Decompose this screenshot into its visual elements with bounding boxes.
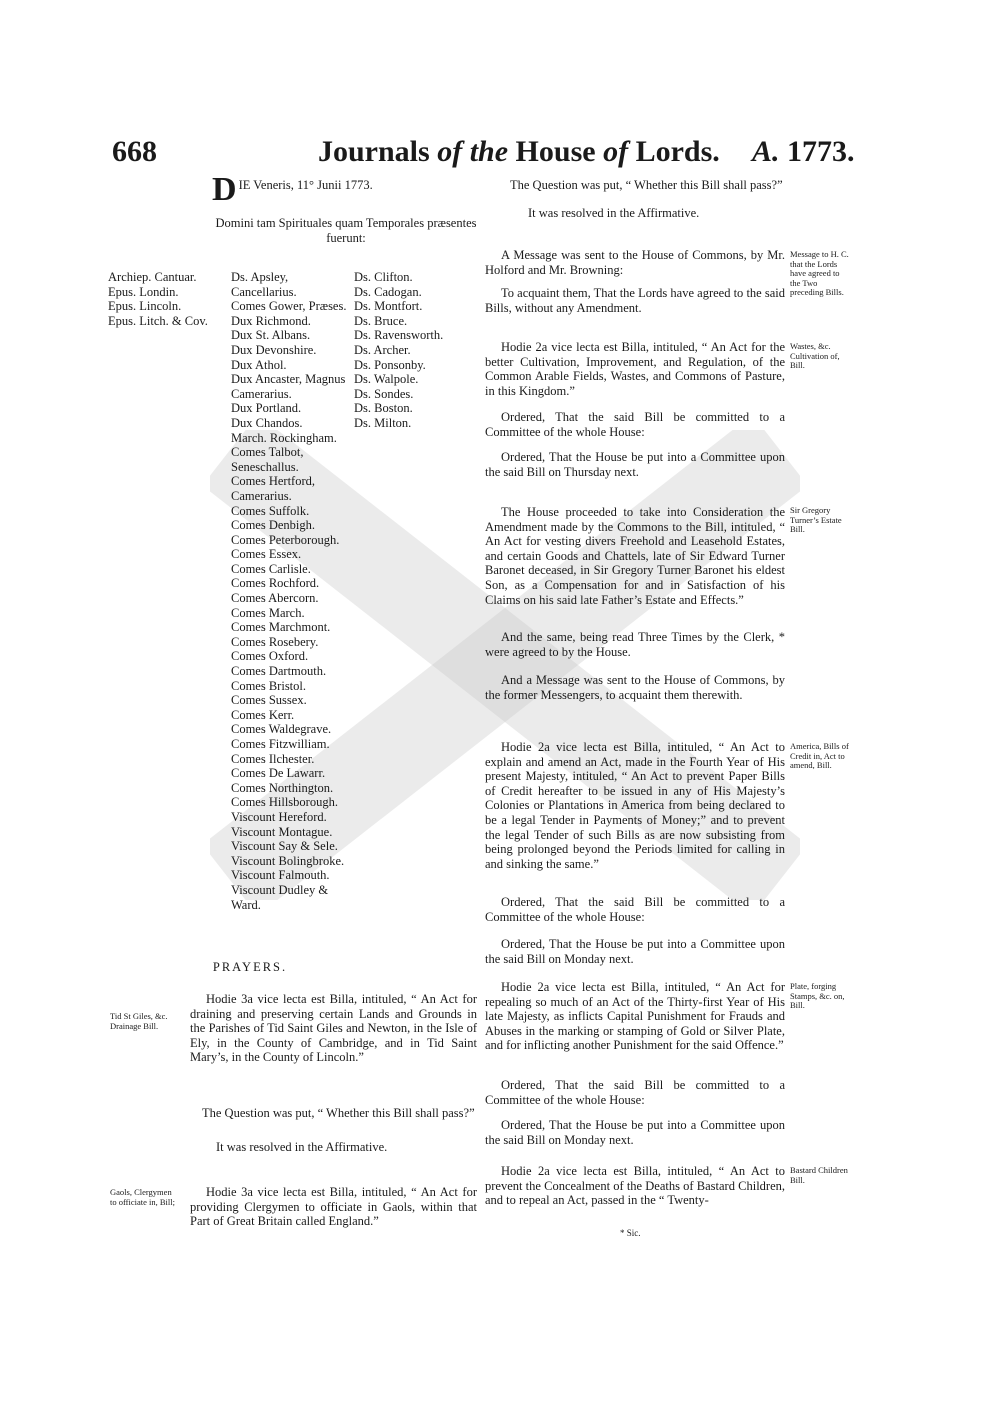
lord-name: Dux Ancaster, Magnus Camerarius. — [231, 372, 346, 401]
lord-name: Comes Rochford. — [231, 576, 320, 591]
right-paragraph: Ordered, That the House be put into a Committee upon the said Bill on Monday next. — [485, 937, 785, 966]
lord-name: Comes Gower, Præses. — [231, 299, 347, 314]
left-paragraph: The Question was put, “ Whether this Bill shall pass?” — [202, 1106, 475, 1120]
margin-note: Wastes, &c. Cultivation of, Bill. — [790, 341, 840, 370]
right-paragraph: Hodie 2a vice lecta est Billa, intituled, “ An Act for the better Cultivation, Improvement, and Regulation, of the Common Arable Fields, Wastes, and Commons of Pasture, in this Kingdom.” — [485, 340, 785, 398]
lord-name: March. Rockingham. — [231, 430, 337, 445]
lord-name: Viscount Hereford. — [231, 809, 327, 824]
margin-note: Message to H. C. that the Lords have agreed to the Two preceding Bills. — [790, 249, 849, 297]
running-year — [752, 135, 855, 169]
right-paragraph: Hodie 2a vice lecta est Billa, intituled, “ An Act to explain and amend an Act, made in the Fourth Year of His present Majesty, intituled, “ An Act to prevent Paper Bills of Credit hereafter to be issued in any of His Majesty’s Colonies or Plantations in America from being declared to be a legal Tender in Payments of Money;” and to prevent the legal Tender of such Bills as are now subsisting from being prolonged beyond the Periods limited for calling in and sinking the same.” — [485, 740, 785, 871]
prayers-heading: PRAYERS. — [212, 960, 288, 974]
lord-name: Comes Hertford, Camerarius. — [231, 474, 316, 503]
lord-name: Dux Athol. — [231, 357, 287, 372]
lord-name: Comes Hillsborough. — [231, 795, 338, 810]
title-part: the — [462, 135, 516, 168]
lord-name: Comes Essex. — [231, 547, 302, 562]
lord-name: Comes Kerr. — [231, 707, 295, 722]
left-paragraph: Hodie 3a vice lecta est Billa, intituled, “ An Act for draining and preserving certain Lands and Grounds in the Parishes of Tid Saint Giles and Newton, in the Isle of Ely, in the County of Cambridge, and in Tid Saint Mary’s, in the County of Lincoln.” — [190, 992, 477, 1065]
right-paragraph: Ordered, That the said Bill be committed to a Committee of the whole House: — [485, 895, 785, 924]
lord-name: Comes Bristol. — [231, 678, 307, 693]
lord-name: Comes Denbigh. — [231, 518, 316, 533]
lord-name: Dux St. Albans. — [231, 328, 311, 343]
lord-name: Dux Devonshire. — [231, 342, 317, 357]
right-paragraph: And the same, being read Three Times by the Clerk, * were agreed to by the House. — [485, 630, 785, 659]
lord-name: Dux Richmond. — [231, 313, 311, 328]
lord-name: Comes Marchmont. — [231, 620, 331, 635]
lord-name: Viscount Montague. — [231, 824, 333, 839]
lord-name: Viscount Falmouth. — [231, 868, 330, 883]
margin-note: Gaols, Clergymen to officiate in, Bill; — [110, 1187, 175, 1207]
lord-name: Comes Abercorn. — [231, 591, 319, 606]
lord-name: Comes Oxford. — [231, 649, 309, 664]
lord-name: Ds. Sondes. — [354, 386, 414, 401]
lord-name: Comes Fitzwilliam. — [231, 737, 330, 751]
drop-cap: D — [212, 171, 237, 208]
lord-name: Comes De Lawarr. — [231, 766, 326, 781]
page-number: 668 — [112, 135, 157, 168]
lord-name: Comes Northington. — [231, 780, 334, 795]
right-paragraph: The House proceeded to take into Consideration the Amendment made by the Commons to the Bill, intituled, “ An Act for vesting divers Freehold and Leasehold Estates, and certain Goods and Chattels, late of Sir Edward Turner Baronet deceased, in Sir Gregory Turner Baronet his eldest Son, as a Compensation for and in Satisfaction of his Claims on his said late Father’s Estate and Effects.” — [485, 505, 785, 607]
lord-name: Comes Talbot, Seneschallus. — [231, 445, 304, 474]
lord-name: Viscount Say & Sele. — [231, 839, 338, 854]
lord-name: Epus. Lincoln. — [108, 299, 182, 314]
right-paragraph: To acquaint them, That the Lords have agreed to the said Bills, without any Amendment. — [485, 286, 785, 315]
title-part: of — [603, 135, 629, 168]
lord-name: Comes Waldegrave. — [231, 722, 332, 737]
margin-note: America, Bills of Credit in, Act to amend, Bill. — [790, 741, 849, 770]
right-paragraph: Ordered, That the said Bill be committed to a Committee of the whole House: — [485, 410, 785, 439]
right-paragraph: Hodie 2a vice lecta est Billa, intituled, “ An Act to prevent the Concealment of the Deaths of Bastard Children, and to repeal an Act, passed in the “ Twenty- — [485, 1164, 785, 1208]
date-line — [212, 171, 477, 208]
lord-name: Viscount Dudley & Ward. — [231, 882, 329, 912]
lord-name: Comes Ilchester. — [231, 751, 315, 766]
left-paragraph: It was resolved in the Affirmative. — [216, 1140, 388, 1154]
right-paragraph: Hodie 2a vice lecta est Billa, intituled, “ An Act for repealing so much of an Act of the Thirty-first Year of His late Majesty, as inflicts Capital Punishment for Frauds and Abuses in the marking or stamping of Gold or Silver Plate, and for inflicting another Punishment for the said Offence.” — [485, 980, 785, 1053]
left-paragraph: Hodie 3a vice lecta est Billa, intituled, “ An Act for providing Clergymen to officiate in Gaols, within that Part of Great Britain called England.” — [190, 1185, 477, 1229]
lord-name: Ds. Clifton. — [354, 270, 413, 284]
title-part: Lords. — [628, 135, 720, 168]
year-prefix: A. — [752, 135, 780, 168]
margin-note: Tid St Giles, &c. Drainage Bill. — [110, 1011, 168, 1031]
lord-name: Comes Sussex. — [231, 693, 307, 708]
date-text: IE Veneris, 11° Junii 1773. — [238, 178, 373, 192]
right-paragraph: Ordered, That the House be put into a Committee upon the said Bill on Monday next. — [485, 1118, 785, 1147]
lord-name: Comes Rosebery. — [231, 634, 319, 649]
lord-name: Ds. Milton. — [354, 415, 412, 430]
lord-name: Ds. Cadogan. — [354, 284, 422, 299]
lord-name: Ds. Montfort. — [354, 299, 423, 314]
lord-name: Epus. Litch. & Cov. — [108, 313, 208, 328]
running-title — [318, 135, 720, 169]
lord-name: Comes Peterborough. — [231, 532, 340, 547]
lord-name: Ds. Ponsonby. — [354, 357, 426, 372]
lord-name: Comes Suffolk. — [231, 503, 310, 518]
right-paragraph: The Question was put, “ Whether this Bill shall pass?” — [510, 178, 783, 192]
lord-name: Viscount Bolingbroke. — [231, 853, 345, 868]
year-value: 1773. — [779, 135, 855, 168]
lord-name: Comes Dartmouth. — [231, 664, 327, 679]
lord-name: Ds. Apsley, Cancellarius. — [231, 270, 297, 299]
attendance-heading: Domini tam Spirituales quam Temporales præsentes fuerunt: — [215, 216, 477, 245]
right-paragraph: It was resolved in the Affirmative. — [528, 206, 700, 220]
lord-name: Epus. Londin. — [108, 284, 179, 299]
title-part: Journals — [318, 135, 438, 168]
right-paragraph: Ordered, That the House be put into a Committee upon the said Bill on Thursday next. — [485, 450, 785, 479]
lord-name: Dux Chandos. — [231, 415, 303, 430]
lord-name: Ds. Bruce. — [354, 313, 408, 328]
lord-name: Comes March. — [231, 605, 305, 620]
lord-name: Archiep. Cantuar. — [108, 270, 197, 284]
lord-name: Comes Carlisle. — [231, 561, 311, 576]
lord-name: Ds. Ravensworth. — [354, 328, 444, 343]
right-paragraph: Ordered, That the said Bill be committed to a Committee of the whole House: — [485, 1078, 785, 1107]
margin-note: Sir Gregory Turner’s Estate Bill. — [790, 505, 842, 534]
lord-name: Dux Portland. — [231, 401, 302, 416]
lords-temporal-list — [231, 270, 353, 912]
margin-note: Plate, forging Stamps, &c. on, Bill. — [790, 981, 845, 1010]
right-paragraph: A Message was sent to the House of Commons, by Mr. Holford and Mr. Browning: — [485, 248, 785, 277]
lords-barons-list — [354, 270, 464, 431]
title-part: House — [515, 135, 604, 168]
margin-note: Bastard Children Bill. — [790, 1165, 848, 1185]
footnote: * Sic. — [620, 1228, 641, 1238]
lord-name: Ds. Boston. — [354, 401, 413, 416]
lords-spiritual-list — [108, 270, 228, 328]
right-paragraph: And a Message was sent to the House of Commons, by the former Messengers, to acquaint them therewith. — [485, 673, 785, 702]
lord-name: Ds. Archer. — [354, 342, 411, 357]
lord-name: Ds. Walpole. — [354, 372, 419, 387]
title-part: of — [437, 135, 463, 168]
